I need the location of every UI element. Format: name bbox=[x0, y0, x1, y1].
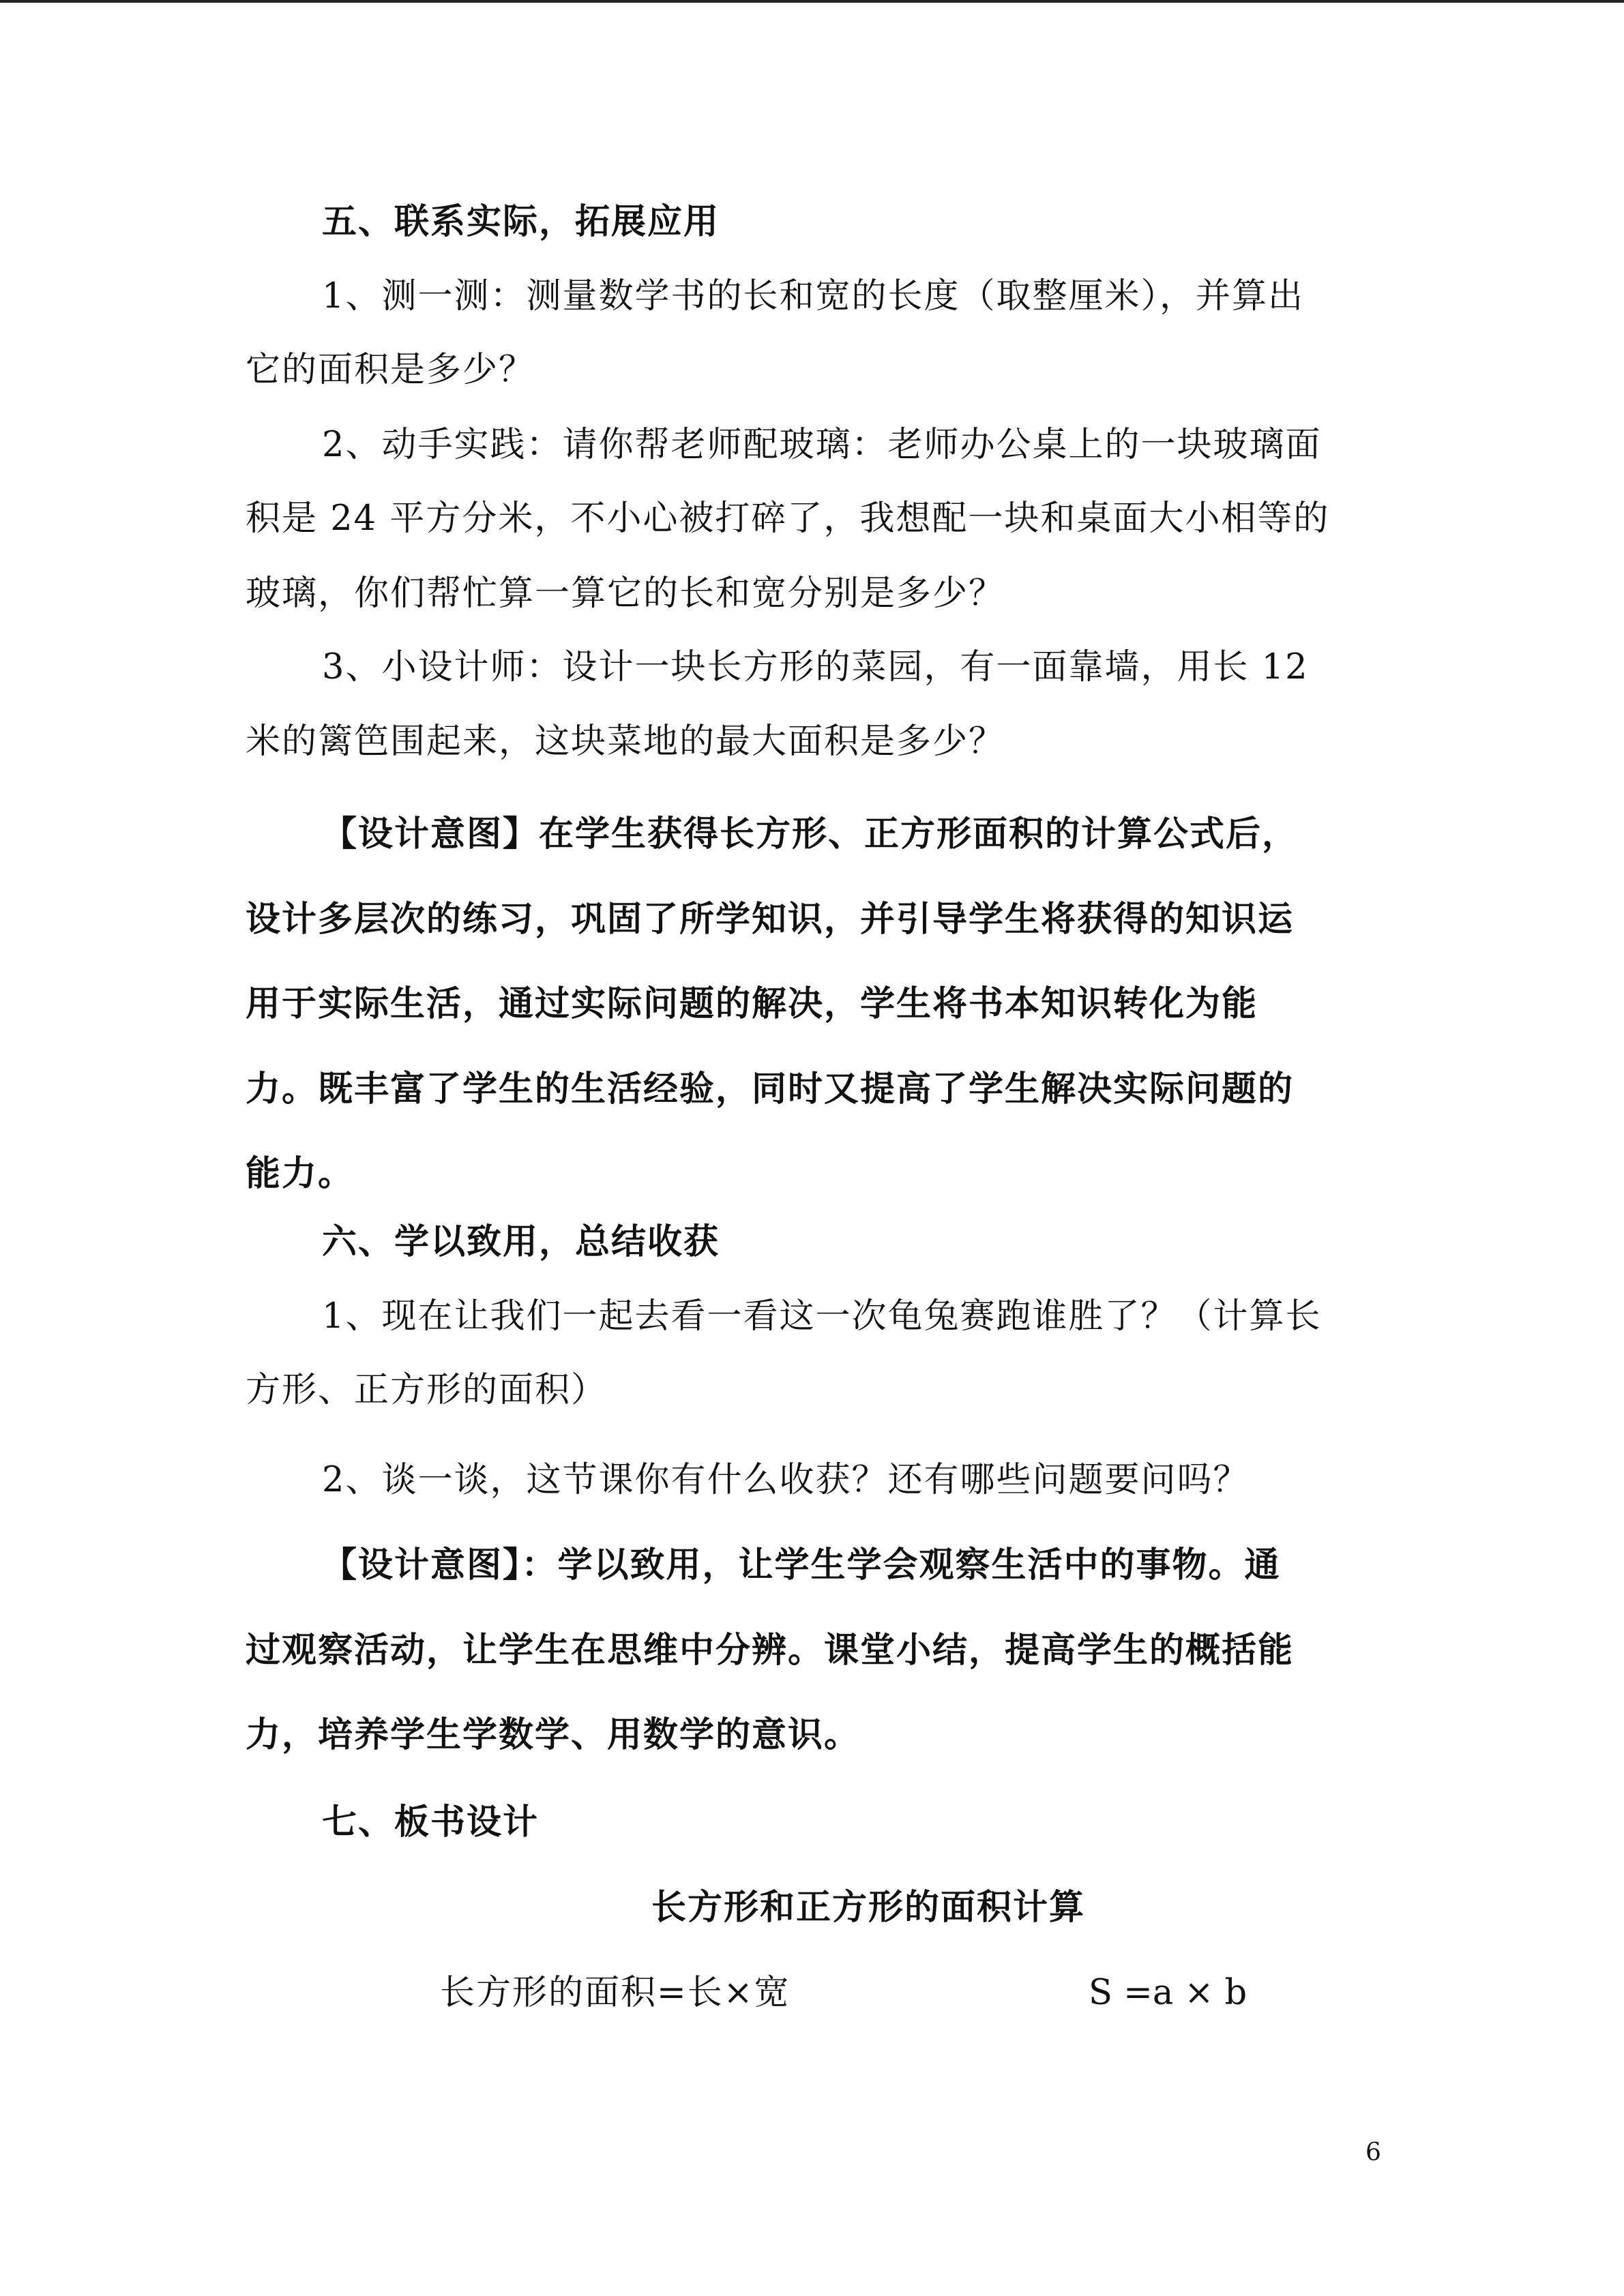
section5-item2-line2: 积是 24 平方分米，不小心被打碎了，我想配一块和桌面大小相等的 bbox=[246, 498, 1330, 539]
section5-item1-line2: 它的面积是多少？ bbox=[246, 350, 535, 390]
board-design-title: 长方形和正方形的面积计算 bbox=[651, 1887, 1086, 1928]
section6-design-intent-line3: 力，培养学生学数学、用数学的意识。 bbox=[246, 1714, 861, 1755]
section6-item1-line2: 方形、正方形的面积） bbox=[246, 1370, 608, 1410]
section5-heading: 五、联系实际，拓展应用 bbox=[322, 201, 720, 242]
section5-item1-line1: 1、测一测：测量数学书的长和宽的长度（取整厘米），并算出 bbox=[322, 276, 1304, 316]
section7-heading: 七、板书设计 bbox=[322, 1802, 540, 1843]
section5-item2-line1: 2、动手实践：请你帮老师配玻璃：老师办公桌上的一块玻璃面 bbox=[322, 425, 1322, 465]
section6-design-intent-line1: 【设计意图】：学以致用，让学生学会观察生活中的事物。通 bbox=[322, 1545, 1281, 1585]
section5-design-intent-line4: 力。既丰富了学生的生活经验，同时又提高了学生解决实际问题的 bbox=[246, 1069, 1295, 1109]
section6-design-intent-line2: 过观察活动，让学生在思维中分辨。课堂小结，提高学生的概括能 bbox=[246, 1630, 1295, 1671]
section5-item3-line2: 米的篱笆围起来，这块菜地的最大面积是多少？ bbox=[246, 721, 1005, 762]
section5-item3-line1: 3、小设计师：设计一块长方形的菜园，有一面靠墙，用长 12 bbox=[322, 647, 1309, 687]
section5-design-intent-line2: 设计多层次的练习，巩固了所学知识，并引导学生将获得的知识运 bbox=[246, 899, 1295, 940]
rectangle-area-formula-text: 长方形的面积=长×宽 bbox=[440, 1973, 791, 2013]
rectangle-area-formula-symbol: S =a × b bbox=[1089, 1973, 1247, 2013]
page-number: 6 bbox=[1365, 2138, 1381, 2166]
section5-design-intent-line3: 用于实际生活，通过实际问题的解决，学生将书本知识转化为能 bbox=[246, 983, 1258, 1024]
section6-item2-line1: 2、谈一谈，这节课你有什么收获？还有哪些问题要问吗？ bbox=[322, 1460, 1250, 1500]
section5-design-intent-line1: 【设计意图】在学生获得长方形、正方形面积的计算公式后， bbox=[322, 814, 1299, 854]
section5-item2-line3: 玻璃，你们帮忙算一算它的长和宽分别是多少？ bbox=[246, 573, 1005, 614]
section6-item1-line1: 1、现在让我们一起去看一看这一次龟兔赛跑谁胜了？（计算长 bbox=[322, 1296, 1322, 1337]
section6-heading: 六、学以致用，总结收获 bbox=[322, 1221, 720, 1262]
section5-design-intent-line5: 能力。 bbox=[246, 1153, 355, 1194]
top-border-line bbox=[0, 0, 1624, 3]
